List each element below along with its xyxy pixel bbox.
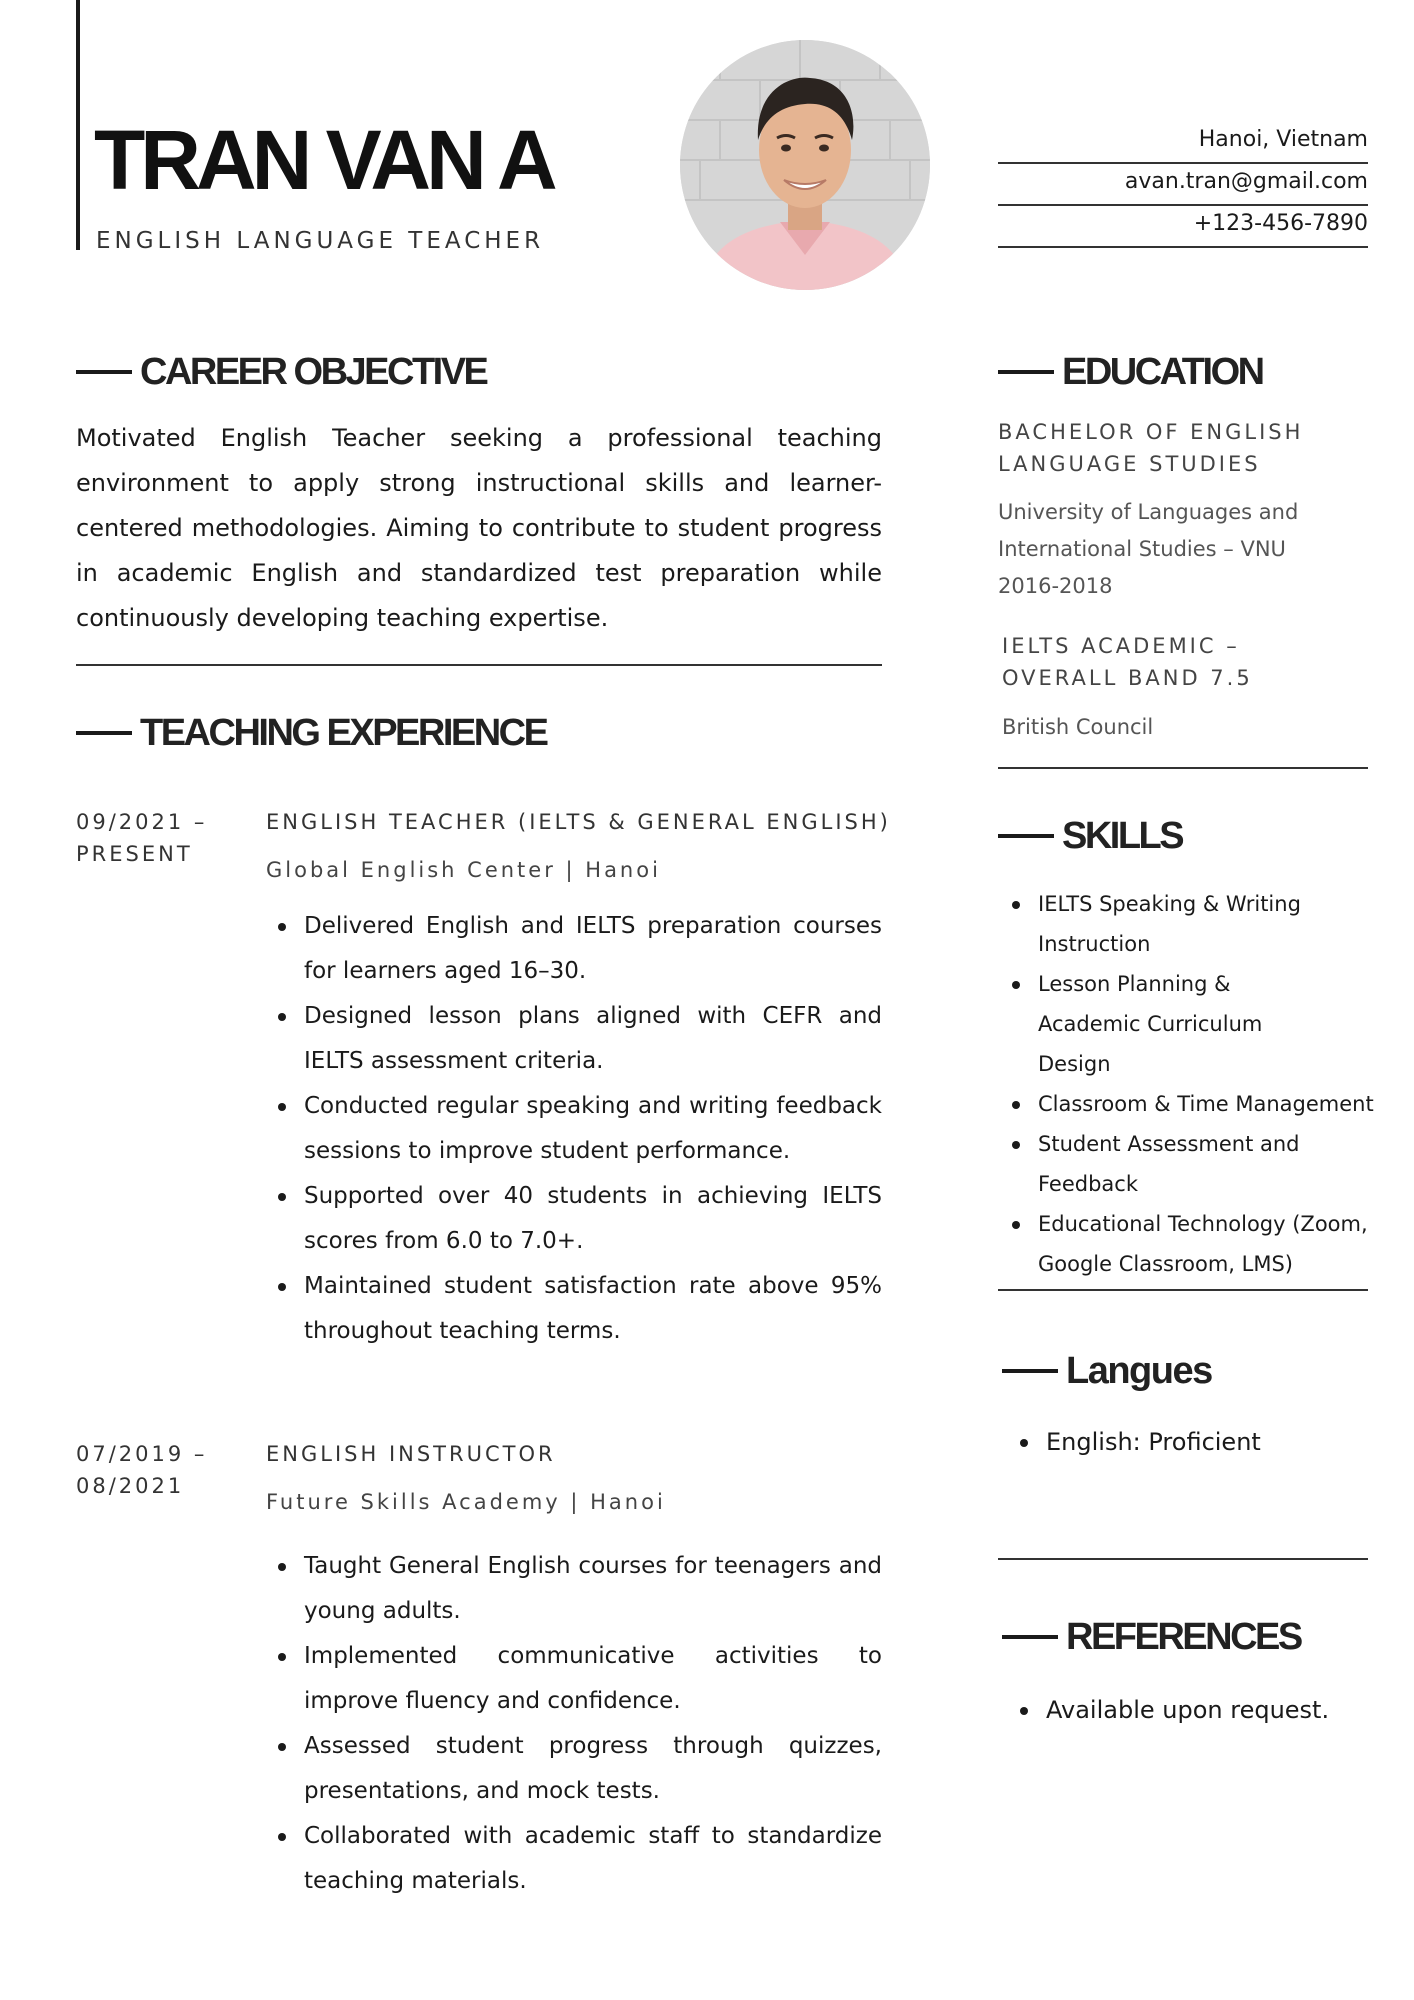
list-item: Taught General English courses for teenagers and young adults. bbox=[304, 1544, 882, 1634]
heading-dash bbox=[998, 834, 1054, 838]
teaching-experience-heading bbox=[76, 714, 546, 752]
list-item: Conducted regular speaking and writing feedback sessions to improve student performance. bbox=[304, 1084, 882, 1174]
job-bullet-list bbox=[266, 904, 882, 1354]
heading-dash bbox=[76, 731, 132, 735]
education-school-2 bbox=[1002, 709, 1153, 746]
education-degree-line: OVERALL BAND 7.5 bbox=[1002, 666, 1253, 690]
career-objective-heading-text: CAREER OBJECTIVE bbox=[140, 351, 487, 393]
languages-heading bbox=[1002, 1352, 1212, 1390]
list-item: Supported over 40 students in achieving IELTS scores from 6.0 to 7.0+. bbox=[304, 1174, 882, 1264]
job-role: ENGLISH INSTRUCTOR bbox=[266, 1442, 556, 1466]
education-school-line: University of Languages and bbox=[998, 500, 1299, 524]
list-item: Lesson Planning & Academic Curriculum Design bbox=[1038, 964, 1338, 1084]
right-divider bbox=[998, 1289, 1368, 1291]
header-accent-line bbox=[76, 0, 80, 250]
job-date-start: 09/2021 – bbox=[76, 810, 208, 834]
list-item: IELTS Speaking & Writing Instruction bbox=[1038, 884, 1338, 964]
education-degree-line: LANGUAGE STUDIES bbox=[998, 452, 1261, 476]
list-item: Student Assessment and Feedback bbox=[1038, 1124, 1338, 1204]
list-item: Available upon request. bbox=[1046, 1690, 1406, 1730]
education-heading bbox=[998, 353, 1263, 391]
education-years: 2016-2018 bbox=[998, 574, 1113, 598]
job-date-start: 07/2019 – bbox=[76, 1442, 208, 1466]
job-bullet-list bbox=[266, 1544, 882, 1904]
job-dates bbox=[76, 1438, 246, 1502]
left-divider bbox=[76, 664, 882, 666]
list-item: Maintained student satisfaction rate above 95% throughout teaching terms. bbox=[304, 1264, 882, 1354]
skills-heading-text: SKILLS bbox=[1062, 815, 1183, 857]
profile-photo-image bbox=[680, 40, 930, 290]
job-date-end: PRESENT bbox=[76, 842, 193, 866]
references-list bbox=[1006, 1690, 1406, 1730]
teaching-experience-heading-text: TEACHING EXPERIENCE bbox=[140, 712, 547, 754]
list-item: Implemented communicative activities to improve fluency and confidence. bbox=[304, 1634, 882, 1724]
job-company: Future Skills Academy | Hanoi bbox=[266, 1490, 666, 1514]
heading-dash bbox=[998, 370, 1054, 374]
right-divider bbox=[998, 1558, 1368, 1560]
job-dates bbox=[76, 806, 246, 870]
education-heading-text: EDUCATION bbox=[1062, 351, 1263, 393]
list-item: Collaborated with academic staff to standardize teaching materials. bbox=[304, 1814, 882, 1904]
languages-heading-text: Langues bbox=[1066, 1350, 1212, 1392]
references-heading bbox=[1002, 1618, 1301, 1656]
list-item: Assessed student progress through quizzes, presentations, and mock tests. bbox=[304, 1724, 882, 1814]
job-date-end: 08/2021 bbox=[76, 1474, 185, 1498]
education-school-line: International Studies – VNU bbox=[998, 537, 1286, 561]
skills-list bbox=[998, 884, 1414, 1284]
candidate-name: TRAN VAN A bbox=[94, 113, 553, 207]
career-objective-text: Motivated English Teacher seeking a professional teaching environment to apply strong instructional skills and learner-centered methodologies. Aiming to contribute to student progress in academic English and standardized test preparation while continuously developing teaching expertise. bbox=[76, 424, 882, 632]
contact-email[interactable]: avan.tran@gmail.com bbox=[998, 164, 1368, 206]
list-item: Delivered English and IELTS preparation courses for learners aged 16–30. bbox=[304, 904, 882, 994]
right-divider bbox=[998, 767, 1368, 769]
contact-block bbox=[998, 122, 1368, 248]
list-item: English: Proficient bbox=[1046, 1422, 1406, 1462]
skills-heading bbox=[998, 817, 1182, 855]
education-degree-line: IELTS ACADEMIC – bbox=[1002, 634, 1240, 658]
education-degree-2 bbox=[1002, 630, 1253, 694]
education-school-1 bbox=[998, 494, 1298, 605]
heading-dash bbox=[1002, 1635, 1058, 1639]
candidate-job-title: ENGLISH LANGUAGE TEACHER bbox=[96, 228, 545, 254]
profile-photo bbox=[680, 40, 930, 290]
education-degree-line: BACHELOR OF ENGLISH bbox=[998, 420, 1304, 444]
heading-dash bbox=[1002, 1369, 1058, 1373]
contact-location: Hanoi, Vietnam bbox=[998, 122, 1368, 164]
list-item: Designed lesson plans aligned with CEFR and IELTS assessment criteria. bbox=[304, 994, 882, 1084]
education-school-line: British Council bbox=[1002, 715, 1154, 739]
job-company: Global English Center | Hanoi bbox=[266, 858, 661, 882]
references-heading-text: REFERENCES bbox=[1066, 1616, 1301, 1658]
education-degree-1 bbox=[998, 416, 1303, 480]
languages-list bbox=[1006, 1422, 1406, 1462]
job-role: ENGLISH TEACHER (IELTS & GENERAL ENGLISH) bbox=[266, 810, 891, 834]
list-item: Classroom & Time Management bbox=[1038, 1084, 1414, 1124]
career-objective-heading bbox=[76, 353, 486, 391]
heading-dash bbox=[76, 370, 132, 374]
contact-phone[interactable]: +123-456-7890 bbox=[998, 206, 1368, 248]
list-item: Educational Technology (Zoom, Google Classroom, LMS) bbox=[1038, 1204, 1388, 1284]
